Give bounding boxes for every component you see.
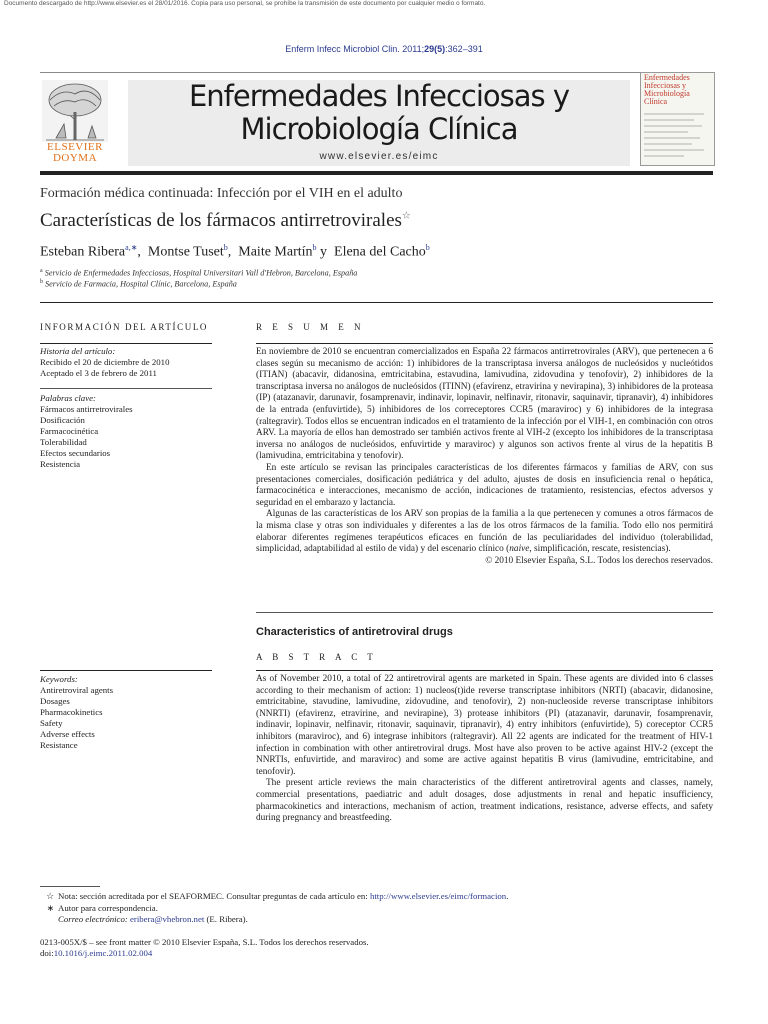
keywords-label: Palabras clave: bbox=[40, 393, 96, 403]
note-text: Nota: sección acreditada por el SEAFORMEC. Consultar preguntas de cada artículo en: bbox=[58, 891, 370, 901]
keyword: Dosages bbox=[40, 696, 70, 706]
email-label: Correo electrónico: bbox=[58, 914, 130, 924]
journal-citation[interactable] bbox=[0, 44, 768, 54]
citation-journal: Enferm Infecc Microbiol Clin. 2011; bbox=[285, 44, 425, 54]
keyword: Pharmacokinetics bbox=[40, 707, 103, 717]
author-separator: , bbox=[227, 244, 232, 260]
issn-line: 0213-005X/$ – see front matter © 2010 Elsevier España, S.L. Todos los derechos reservados. bbox=[40, 937, 369, 947]
keyword: Farmacocinética bbox=[40, 426, 99, 436]
abstract-paragraph-2: The present article reviews the main characteristics of the different antiretroviral agents and classes, namely, commercial presentations, paediatric and adult dosages, dose adjustments in renal and hepatic insufficiency, pharmacokinetics and interactions, mechanism of action, treatment indications, resistance, adverse effects, and safety during pregnancy and breastfeeding. bbox=[256, 778, 713, 824]
citation-pages: :362–391 bbox=[445, 44, 483, 54]
resumen-p3-start: Algunas de las características de los ARV son propias de la familia a la que pertenecen y comunes a otros fármacos de la misma clase y otras son individuales y diferentes a las de los otros fármacos de la familia. Todo ello nos permitirá elaborar diferentes regímenes terapéuticos eficaces en función de las peculiaridades del individuo (tolerabilidad, simplicidad, adaptabilidad al estilo de vida) y del escenario clínico ( bbox=[256, 509, 713, 555]
footnotes bbox=[40, 891, 713, 926]
keyword: Efectos secundarios bbox=[40, 448, 111, 458]
abstract-heading: A B S T R A C T bbox=[256, 652, 377, 662]
article-title-text: Características de los fármacos antirretrovirales bbox=[40, 210, 402, 231]
keyword: Resistencia bbox=[40, 459, 81, 469]
title-block-divider bbox=[40, 302, 713, 303]
resumen-p3-italic: naive bbox=[509, 544, 530, 555]
download-notice: Documento descargado de http://www.elsevier.es el 28/01/2016. Copia para uso personal, se prohíbe la transmisión de este documento por cualquier medio o formato. bbox=[4, 0, 486, 7]
resumen-paragraph-3 bbox=[256, 509, 713, 555]
footnote-divider bbox=[40, 886, 100, 887]
article-history bbox=[40, 346, 212, 379]
affiliation-mark: b bbox=[40, 279, 43, 285]
affiliation-b bbox=[40, 279, 237, 289]
affiliation-a bbox=[40, 268, 357, 278]
en-keywords-divider bbox=[40, 670, 212, 671]
keyword: Tolerabilidad bbox=[40, 437, 87, 447]
resumen-heading: R E S U M E N bbox=[256, 322, 365, 332]
keyword: Resistance bbox=[40, 740, 78, 750]
english-title: Characteristics of antiretroviral drugs bbox=[256, 626, 453, 638]
affiliation-text: Servicio de Enfermedades Infecciosas, Hospital Universitari Vall d'Hebron, Barcelona, España bbox=[44, 268, 358, 278]
doi-line bbox=[40, 948, 152, 960]
journal-title-line-2: Microbiología Clínica bbox=[240, 112, 518, 146]
email-after: (E. Ribera). bbox=[204, 914, 248, 924]
keyword: Dosificación bbox=[40, 415, 85, 425]
doi-link[interactable]: 10.1016/j.eimc.2011.02.004 bbox=[53, 948, 153, 958]
resumen-p3-end: , simplificación, rescate, resistencias). bbox=[529, 544, 671, 555]
header-bottom-rule bbox=[40, 171, 713, 175]
abstract-body bbox=[256, 674, 713, 825]
email-line bbox=[40, 914, 713, 926]
author-affiliation-mark[interactable]: a,∗ bbox=[125, 243, 138, 252]
en-keywords-label: Keywords: bbox=[40, 674, 78, 684]
history-label: Historia del artículo: bbox=[40, 346, 116, 356]
citation-volume: 29(5) bbox=[424, 44, 446, 54]
author-name: Montse Tuset bbox=[147, 244, 224, 260]
doi-label: doi: bbox=[40, 948, 54, 958]
cover-contents-graphic bbox=[644, 110, 708, 160]
resumen-divider bbox=[256, 343, 713, 344]
resumen-end-divider bbox=[256, 612, 713, 613]
keyword: Fármacos antirretrovirales bbox=[40, 404, 133, 414]
elsevier-tree-logo bbox=[42, 80, 108, 142]
journal-title bbox=[128, 80, 630, 146]
resumen-body bbox=[256, 347, 713, 567]
resumen-copyright: © 2010 Elsevier España, S.L. Todos los derechos reservados. bbox=[485, 555, 713, 566]
abstract-divider bbox=[256, 670, 713, 671]
author-affiliation-mark[interactable]: b bbox=[223, 243, 228, 252]
affiliation-mark: a bbox=[40, 268, 43, 274]
keywords-es bbox=[40, 393, 212, 470]
author-name: Elena del Cacho bbox=[334, 244, 426, 260]
author-list bbox=[40, 243, 430, 261]
resumen-paragraph-2: En este artículo se revisan las principales características de los diferentes fármacos y familias de ARV, con sus presentaciones comerciales, dosificación pediátrica y del adulto, ajustes de dosis en insuficiencia renal o hepática, farmacocinética e interacciones, mecanismo de acción, indicaciones de tratamiento, resistencias, efectos adversos y seguridad en el embarazo y lactancia. bbox=[256, 462, 713, 508]
title-footnote-mark[interactable]: ☆ bbox=[401, 210, 411, 222]
author-name: Maite Martín bbox=[238, 244, 313, 260]
keywords-en bbox=[40, 674, 212, 751]
article-info-heading: INFORMACIÓN DEL ARTÍCULO bbox=[40, 322, 209, 332]
accepted-date: Aceptado el 3 de febrero de 2011 bbox=[40, 368, 157, 378]
author-separator: y bbox=[316, 244, 328, 260]
author-affiliation-mark[interactable]: b bbox=[425, 243, 430, 252]
resumen-paragraph-1: En noviembre de 2010 se encuentran comercializados en España 22 fármacos antirretrovirales (ARV), que pertenecen a 6 clases según su mecanismo de acción: 1) inhibidores de la transcriptasa inversa análogos de nucleósidos y nucleótidos (ITIAN) (abacavir, didanosina, emtricitabina, estavudina, lamivudina, zidovudina y tenofovir), 2) inhibidores de la transcriptasa inversa no análogos de nucleósidos (ITINN) (efavirenz, etravirina y nevirapina), 3) inhibidores de la proteasa (IP) (atazanavir, darunavir, fosamprenavir, indinavir, lopinavir, nelfinavir, ritonavir, saquinavir, tipranavir), 4) inhibidores de la entrada (enfuvirtide), 5) inhibidores de los correceptores CCR5 (maraviroc) y 6) inhibidores de la integrasa (raltegravir). Todos ellos se encuentran indicados en el tratamiento de la infección por el VIH-1, en combinación con otros ARV. La mayoría de ellos han demostrado ser también activos frente al VIH-2 (excepto los inhibidores de la transcriptasa inversa no análogos de nucleósidos, enfuvirtide y maraviroc) y algunos son activos frente al virus de la hepatitis B (lamivudina, emtricitabina y tenofovir). bbox=[256, 347, 713, 462]
elsevier-doyma-wordmark bbox=[40, 142, 110, 164]
corr-mark: ∗ bbox=[46, 902, 54, 913]
formacion-link[interactable]: http://www.elsevier.es/eimc/formacion bbox=[369, 891, 507, 901]
author-affiliation-mark[interactable]: b bbox=[312, 243, 317, 252]
keyword: Safety bbox=[40, 718, 63, 728]
accreditation-note bbox=[40, 891, 713, 903]
keywords-divider bbox=[40, 388, 212, 389]
abstract-paragraph-1: As of November 2010, a total of 22 antiretroviral agents are marketed in Spain. These agents are divided into 6 classes according to their mechanism of action: 1) nucleos(t)ide reverse transcriptase inhibitors (NRTI) (abacavir, didanosine, emtricitabine, stavudine, lamivudine, zidovudine, and tenofovir), 2) non-nucleoside reverse transcriptase inhibitors (NNRTI) (efavirenz, etravirine, and nevirapine), 3) protease inhibitors (PI) (atazanavir, darunavir, fosamprenavir, indinavir, lopinavir, nelfinavir, ritonavir, saquinavir, tipranavir), 4) entry inhibitors (enfuvirtide), 5) coreceptor CCR5 inhibitors (maraviroc), and 6) integrase inhibitors (raltegravir). All 22 agents are indicated for the treatment of HIV-1 infection in combination with other antiretroviral drugs. Most have also proven to be active against HIV-2 (except the NNRTIs, enfuvirtide, and maraviroc) and some are active against hepatitis B virus (lamivudine, emtricitabine, and tenofovir). bbox=[256, 674, 713, 777]
journal-url[interactable]: www.elsevier.es/eimc bbox=[319, 151, 439, 162]
header-top-rule bbox=[40, 72, 713, 73]
note-end: . bbox=[506, 891, 509, 901]
author-separator: , bbox=[137, 244, 141, 260]
received-date: Recibido el 20 de diciembre de 2010 bbox=[40, 357, 170, 367]
publisher-line-2: DOYMA bbox=[52, 152, 98, 164]
article-title bbox=[40, 210, 411, 232]
author-name: Esteban Ribera bbox=[40, 244, 126, 260]
keyword: Antiretroviral agents bbox=[40, 685, 114, 695]
corr-text: Autor para correspondencia. bbox=[58, 902, 158, 913]
keyword: Adverse effects bbox=[40, 729, 95, 739]
cover-title: Enfermedades Infecciosas y Microbiología Clínica bbox=[644, 73, 690, 106]
publisher-line-1: ELSEVIER bbox=[47, 141, 103, 153]
note-mark: ☆ bbox=[46, 891, 54, 901]
affiliation-text: Servicio de Farmacia, Hospital Clínic, Barcelona, España bbox=[45, 279, 237, 289]
correspondence-note bbox=[40, 903, 713, 915]
section-label: Formación médica continuada: Infección por el VIH en el adulto bbox=[40, 186, 403, 201]
info-divider bbox=[40, 343, 212, 344]
email-link[interactable]: eribera@vhebron.net bbox=[130, 914, 205, 924]
journal-title-line-1: Enfermedades Infecciosas y bbox=[188, 79, 570, 113]
